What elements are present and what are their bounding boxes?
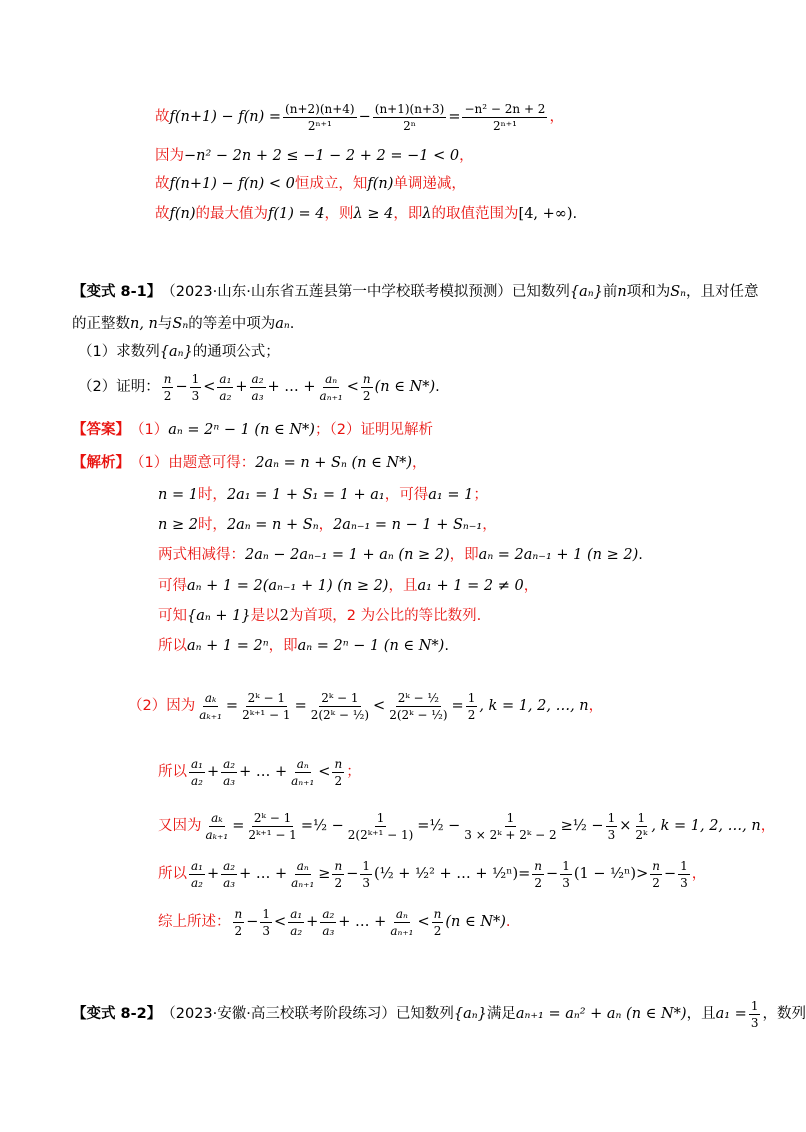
- math: 2aₙ − 2aₙ₋₁ = 1 + aₙ (n ≥ 2): [245, 546, 450, 563]
- math: (1 − ¹⁄₂ⁿ): [573, 865, 637, 882]
- operator: =: [225, 697, 239, 714]
- numerator: (n+1)(n+3): [374, 101, 445, 116]
- text: .: [638, 546, 643, 563]
- text: 故: [155, 175, 170, 192]
- text: 单调递减，: [393, 175, 466, 192]
- operator: + … +: [239, 763, 288, 780]
- text: 所以: [158, 637, 187, 654]
- math: aₙ + 1 = 2(aₙ₋₁ + 1) (n ≥ 2): [187, 577, 389, 594]
- denominator: 3: [607, 827, 616, 842]
- numerator: aₙ: [296, 858, 309, 873]
- operator: <: [274, 913, 287, 930]
- math: (n ∈ N*): [445, 913, 506, 930]
- numerator: 2ᵏ − 1: [247, 690, 285, 705]
- operator: −: [546, 865, 559, 882]
- math: f(n+1) − f(n) =: [169, 108, 282, 125]
- denominator: aₙ₊₁: [390, 923, 414, 938]
- numerator: a₁: [219, 371, 232, 386]
- text: ，且: [388, 577, 418, 594]
- problem-tag: 【变式 8-1】: [72, 283, 162, 300]
- denominator: 2: [334, 875, 343, 890]
- text: ，可得: [384, 486, 429, 503]
- text: 的正整数: [72, 315, 130, 332]
- text: 的取值范围为: [431, 205, 519, 222]
- numerator: −n² − 2n + 2: [464, 101, 546, 116]
- denominator: aₙ₊₁: [319, 388, 343, 403]
- denominator: 3: [262, 923, 271, 938]
- text: 所以: [158, 763, 187, 780]
- numerator: n: [234, 906, 243, 921]
- fraction: [283, 103, 357, 132]
- fraction: [189, 758, 205, 787]
- numerator: 1: [376, 810, 385, 825]
- text: 项和为: [626, 283, 671, 300]
- numerator: aₖ: [211, 810, 223, 825]
- answer-line: [72, 420, 433, 440]
- numerator: 1: [506, 810, 515, 825]
- denominator: aₖ₊₁: [199, 707, 222, 722]
- math: (½ + ¹⁄₂² + … + ¹⁄₂ⁿ): [373, 865, 519, 882]
- numerator: 1: [262, 906, 271, 921]
- fraction: [233, 908, 245, 937]
- math: a₁ + 1 = 2 ≠ 0: [417, 577, 524, 594]
- fraction: [204, 812, 231, 841]
- operator: +: [206, 865, 220, 882]
- math: aₙ₊₁ = aₙ² + aₙ (n ∈ N*): [515, 1005, 687, 1022]
- numerator: n: [163, 371, 172, 386]
- operator: <: [346, 378, 359, 395]
- fraction: [197, 692, 224, 721]
- math: λ ≥ 4: [353, 205, 394, 222]
- numerator: n: [652, 858, 660, 873]
- text: 又因为: [158, 817, 202, 834]
- fraction: [462, 812, 558, 841]
- numerator: a₁: [290, 906, 303, 921]
- math: f(n): [367, 175, 394, 192]
- numerator: 1: [191, 371, 200, 386]
- denominator: 2(2ᵏ − ½): [310, 707, 370, 722]
- fraction: [318, 373, 345, 402]
- fraction: [633, 812, 649, 841]
- math: (n ∈ N*): [374, 378, 436, 395]
- math: 2aₙ = n + Sₙ (n ∈ N*): [255, 454, 413, 471]
- denominator: 2ⁿ: [403, 118, 416, 133]
- fraction: [560, 860, 572, 889]
- denominator: aₙ₊₁: [291, 875, 315, 890]
- math: 2: [279, 607, 289, 624]
- math: , k = 1, 2, …, n: [479, 697, 589, 714]
- text: 恒成立，知: [294, 175, 368, 192]
- math: ½ −: [312, 817, 344, 834]
- denominator: 2: [534, 875, 542, 890]
- fraction: [332, 860, 344, 889]
- text: ；: [473, 486, 488, 503]
- denominator: 2: [234, 923, 243, 938]
- math: a₁ = 1: [428, 486, 474, 503]
- text: .: [444, 637, 449, 654]
- text: ，: [318, 516, 334, 533]
- numerator: 1: [562, 858, 570, 873]
- v81-header: [72, 282, 759, 302]
- operator: −: [246, 913, 259, 930]
- fraction: [346, 812, 415, 841]
- denominator: 2: [334, 773, 343, 788]
- denominator: 3: [362, 875, 370, 890]
- operator: =: [300, 817, 313, 834]
- fraction: [360, 860, 372, 889]
- denominator: 3: [191, 388, 200, 403]
- denominator: 2: [652, 875, 660, 890]
- operator: −: [175, 378, 188, 395]
- operator: −: [358, 108, 371, 125]
- denominator: 2ᵏ⁺¹ − 1: [242, 707, 291, 722]
- fraction: [462, 103, 547, 132]
- fraction: [288, 908, 304, 937]
- analysis-part2-line-4: [158, 853, 706, 895]
- numerator: 2ᵏ − 1: [253, 810, 292, 825]
- denominator: aₙ₊₁: [291, 773, 315, 788]
- operator: + … +: [338, 913, 387, 930]
- fraction: [361, 373, 373, 402]
- denominator: a₃: [223, 773, 236, 788]
- denominator: a₃: [251, 388, 264, 403]
- problem-source: （2023·山东·山东省五莲县第一中学校联考模拟预测）已知数列: [161, 283, 570, 300]
- math: n ≥ 2: [158, 516, 198, 533]
- text: 综上所述：: [158, 913, 231, 930]
- fraction: [678, 860, 690, 889]
- text: ，即: [449, 546, 479, 563]
- denominator: 2: [163, 388, 172, 403]
- analysis-line-7: [158, 636, 449, 656]
- denominator: aₖ₊₁: [205, 827, 229, 842]
- numerator: 1: [607, 810, 616, 825]
- text: ，: [482, 516, 497, 533]
- numerator: a₂: [223, 858, 236, 873]
- text: 的通项公式；: [192, 343, 280, 360]
- numerator: aₙ: [296, 756, 309, 771]
- denominator: a₂: [191, 875, 203, 890]
- denominator: 2: [362, 388, 371, 403]
- fraction: [532, 860, 544, 889]
- numerator: n: [362, 371, 371, 386]
- text: .: [505, 913, 511, 930]
- text: （2）证明：: [78, 378, 160, 395]
- operator: + … +: [267, 378, 316, 395]
- numerator: a₁: [191, 756, 203, 771]
- v81-question-2: [78, 368, 440, 406]
- text: ，: [760, 817, 776, 834]
- text: 故: [155, 108, 170, 125]
- operator: =: [448, 108, 461, 125]
- text: .: [435, 378, 440, 395]
- operator: <: [203, 378, 216, 395]
- operator: +: [206, 763, 220, 780]
- fraction: [162, 373, 174, 402]
- math: {aₙ + 1}: [187, 607, 251, 624]
- math: 2a₁ = 1 + S₁ = 1 + a₁: [226, 486, 385, 503]
- analysis-part2-line-2: [158, 752, 361, 792]
- math: f(n+1) − f(n) < 0: [169, 175, 295, 192]
- fraction: [466, 692, 478, 721]
- numerator: n: [334, 858, 343, 873]
- numerator: 1: [750, 998, 759, 1013]
- numerator: aₙ: [395, 906, 408, 921]
- text: （1）求数列: [78, 343, 160, 360]
- text: .: [289, 315, 295, 332]
- denominator: 3 × 2ᵏ + 2ᵏ − 2: [464, 827, 557, 842]
- fraction: [189, 860, 205, 889]
- math: −n² − 2n + 2 ≤ −1 − 2 + 2 = −1 < 0: [184, 147, 460, 164]
- text: ，: [691, 865, 707, 882]
- numerator: a₂: [251, 371, 264, 386]
- denominator: 3: [562, 875, 570, 890]
- text: ，: [549, 108, 564, 125]
- denominator: a₂: [191, 773, 203, 788]
- text: ，且对任意: [686, 283, 759, 300]
- v81-question-1: [78, 342, 280, 362]
- operator: −: [346, 865, 359, 882]
- text: ，即: [393, 205, 423, 222]
- numerator: n: [334, 756, 343, 771]
- numerator: aₙ: [325, 371, 338, 386]
- text: 时，: [197, 516, 227, 533]
- math: aₙ + 1 = 2ⁿ: [187, 637, 269, 654]
- fraction: [221, 860, 237, 889]
- v82-header: [72, 996, 806, 1032]
- fraction: [240, 692, 292, 721]
- text: ，: [588, 697, 604, 714]
- numerator: 1: [467, 690, 476, 705]
- math: Sₙ: [670, 283, 687, 300]
- analysis-line-6: [158, 606, 481, 626]
- numerator: n: [433, 906, 442, 921]
- math: Sₙ: [172, 315, 189, 332]
- text: 满足: [486, 1005, 516, 1022]
- v81-line-2: [72, 314, 294, 334]
- operator: ×: [619, 817, 632, 834]
- analysis-tag: 【解析】: [72, 454, 130, 471]
- denominator: a₃: [322, 923, 335, 938]
- operator: <: [417, 913, 430, 930]
- operator: >: [636, 865, 649, 882]
- operator: + … +: [239, 865, 288, 882]
- text: .: [572, 205, 578, 222]
- prev-line-2: [155, 146, 474, 166]
- text: 的最大值为: [195, 205, 269, 222]
- analysis-line-5: [158, 576, 538, 596]
- analysis-line-1: [72, 453, 427, 473]
- text: 的等差中项为: [188, 315, 276, 332]
- text: ，: [523, 577, 539, 594]
- math: 2aₙ₋₁ = n − 1 + Sₙ₋₁: [333, 516, 483, 533]
- problem-tag: 【变式 8-2】: [72, 1005, 162, 1022]
- math: aₙ = 2ⁿ − 1 (n ∈ N*): [168, 421, 315, 438]
- numerator: 1: [637, 810, 646, 825]
- answer-tag: 【答案】: [72, 421, 130, 438]
- operator: ≥: [560, 817, 573, 834]
- math: ½ −: [429, 817, 461, 834]
- denominator: 2(2ᵏ − ½): [389, 707, 448, 722]
- text: （1）: [130, 421, 169, 438]
- denominator: a₃: [223, 875, 236, 890]
- prev-line-1: [155, 100, 564, 134]
- analysis-line-2: [158, 485, 488, 505]
- text: 故: [155, 205, 170, 222]
- operator: =: [451, 697, 464, 714]
- math: {aₙ}: [569, 283, 603, 300]
- fraction: [373, 103, 447, 132]
- numerator: 2ᵏ − 1: [321, 690, 359, 705]
- operator: =: [294, 697, 307, 714]
- analysis-part2-line-3: [158, 805, 775, 847]
- text: ，且: [686, 1005, 716, 1022]
- fraction: [221, 758, 237, 787]
- analysis-line-3: [158, 515, 497, 535]
- denominator: a₂: [290, 923, 303, 938]
- numerator: 2ᵏ − ½: [397, 690, 440, 705]
- operator: ≥: [318, 865, 331, 882]
- math: n = 1: [158, 486, 198, 503]
- fraction: [650, 860, 662, 889]
- text: 时，: [197, 486, 227, 503]
- operator: +: [235, 378, 248, 395]
- operator: <: [318, 763, 331, 780]
- text: ；: [346, 763, 361, 780]
- text: （2）因为: [128, 697, 196, 714]
- denominator: 2: [433, 923, 442, 938]
- text: 前: [602, 283, 618, 300]
- text: ，: [412, 454, 427, 471]
- analysis-conclusion: [158, 902, 511, 942]
- denominator: 2ᵏ: [635, 827, 648, 842]
- math: n: [617, 283, 627, 300]
- operator: −: [663, 865, 677, 882]
- text: ，即: [268, 637, 298, 654]
- fraction: [289, 758, 316, 787]
- denominator: 2: [467, 707, 476, 722]
- text: 可得: [158, 577, 187, 594]
- text: ，数列: [762, 1005, 806, 1022]
- denominator: 2(2ᵏ⁺¹ − 1): [347, 827, 414, 842]
- math: aₙ = 2aₙ₋₁ + 1 (n ≥ 2): [478, 546, 639, 563]
- text: 是以: [250, 607, 280, 624]
- text: （1）由题意可得：: [130, 454, 256, 471]
- denominator: 2ⁿ⁺¹: [307, 118, 332, 133]
- fraction: [320, 908, 336, 937]
- prev-line-4: [155, 204, 577, 224]
- fraction: [606, 812, 618, 841]
- fraction: [388, 908, 415, 937]
- fraction: [250, 373, 266, 402]
- math: {aₙ}: [453, 1005, 487, 1022]
- text: ，: [459, 147, 474, 164]
- text: ，则: [324, 205, 354, 222]
- math: a₁ =: [715, 1005, 747, 1022]
- fraction: [432, 908, 444, 937]
- operator: <: [373, 697, 386, 714]
- problem-source: （2023·安徽·高三校联考阶段练习）已知数列: [161, 1005, 454, 1022]
- fraction: [289, 860, 316, 889]
- text: 可知: [158, 607, 187, 624]
- denominator: 2ᵏ⁺¹ − 1: [248, 827, 297, 842]
- fraction: [387, 692, 449, 721]
- operator: =: [518, 865, 531, 882]
- denominator: 3: [680, 875, 688, 890]
- text: ；（2）证明见解析: [314, 421, 433, 438]
- math: n, n: [130, 315, 158, 332]
- fraction: [217, 373, 233, 402]
- fraction: [246, 812, 298, 841]
- fraction: [749, 1000, 761, 1029]
- text: 所以: [158, 865, 187, 882]
- math: aₙ = 2ⁿ − 1 (n ∈ N*): [297, 637, 445, 654]
- text: 两式相减得：: [158, 546, 245, 563]
- denominator: 3: [750, 1015, 759, 1030]
- denominator: a₂: [219, 388, 232, 403]
- numerator: a₂: [322, 906, 335, 921]
- operator: =: [232, 817, 245, 834]
- fraction: [309, 692, 371, 721]
- numerator: a₂: [223, 756, 236, 771]
- numerator: 1: [362, 858, 370, 873]
- math: f(n): [169, 205, 196, 222]
- fraction: [332, 758, 344, 787]
- math: aₙ: [275, 315, 290, 332]
- denominator: 2ⁿ⁺¹: [492, 118, 517, 133]
- math: 2aₙ = n + Sₙ: [226, 516, 319, 533]
- analysis-part2-line-1: [128, 680, 603, 732]
- math: λ: [422, 205, 432, 222]
- numerator: (n+2)(n+4): [285, 101, 355, 116]
- prev-line-3: [155, 174, 466, 194]
- operator: +: [306, 913, 319, 930]
- fraction: [190, 373, 202, 402]
- math: , k = 1, 2, …, n: [651, 817, 761, 834]
- text: 为首项，2 为公比的等比数列.: [288, 607, 482, 624]
- fraction: [260, 908, 272, 937]
- text: 因为: [155, 147, 184, 164]
- numerator: n: [534, 858, 543, 873]
- math: {aₙ}: [159, 343, 193, 360]
- math: ½ −: [572, 817, 604, 834]
- math: [4, +∞): [518, 205, 573, 222]
- math: f(1) = 4: [268, 205, 325, 222]
- numerator: 1: [680, 858, 688, 873]
- operator: =: [417, 817, 430, 834]
- numerator: a₁: [191, 858, 203, 873]
- numerator: aₖ: [204, 690, 217, 705]
- text: 与: [157, 315, 173, 332]
- analysis-line-4: [158, 545, 643, 565]
